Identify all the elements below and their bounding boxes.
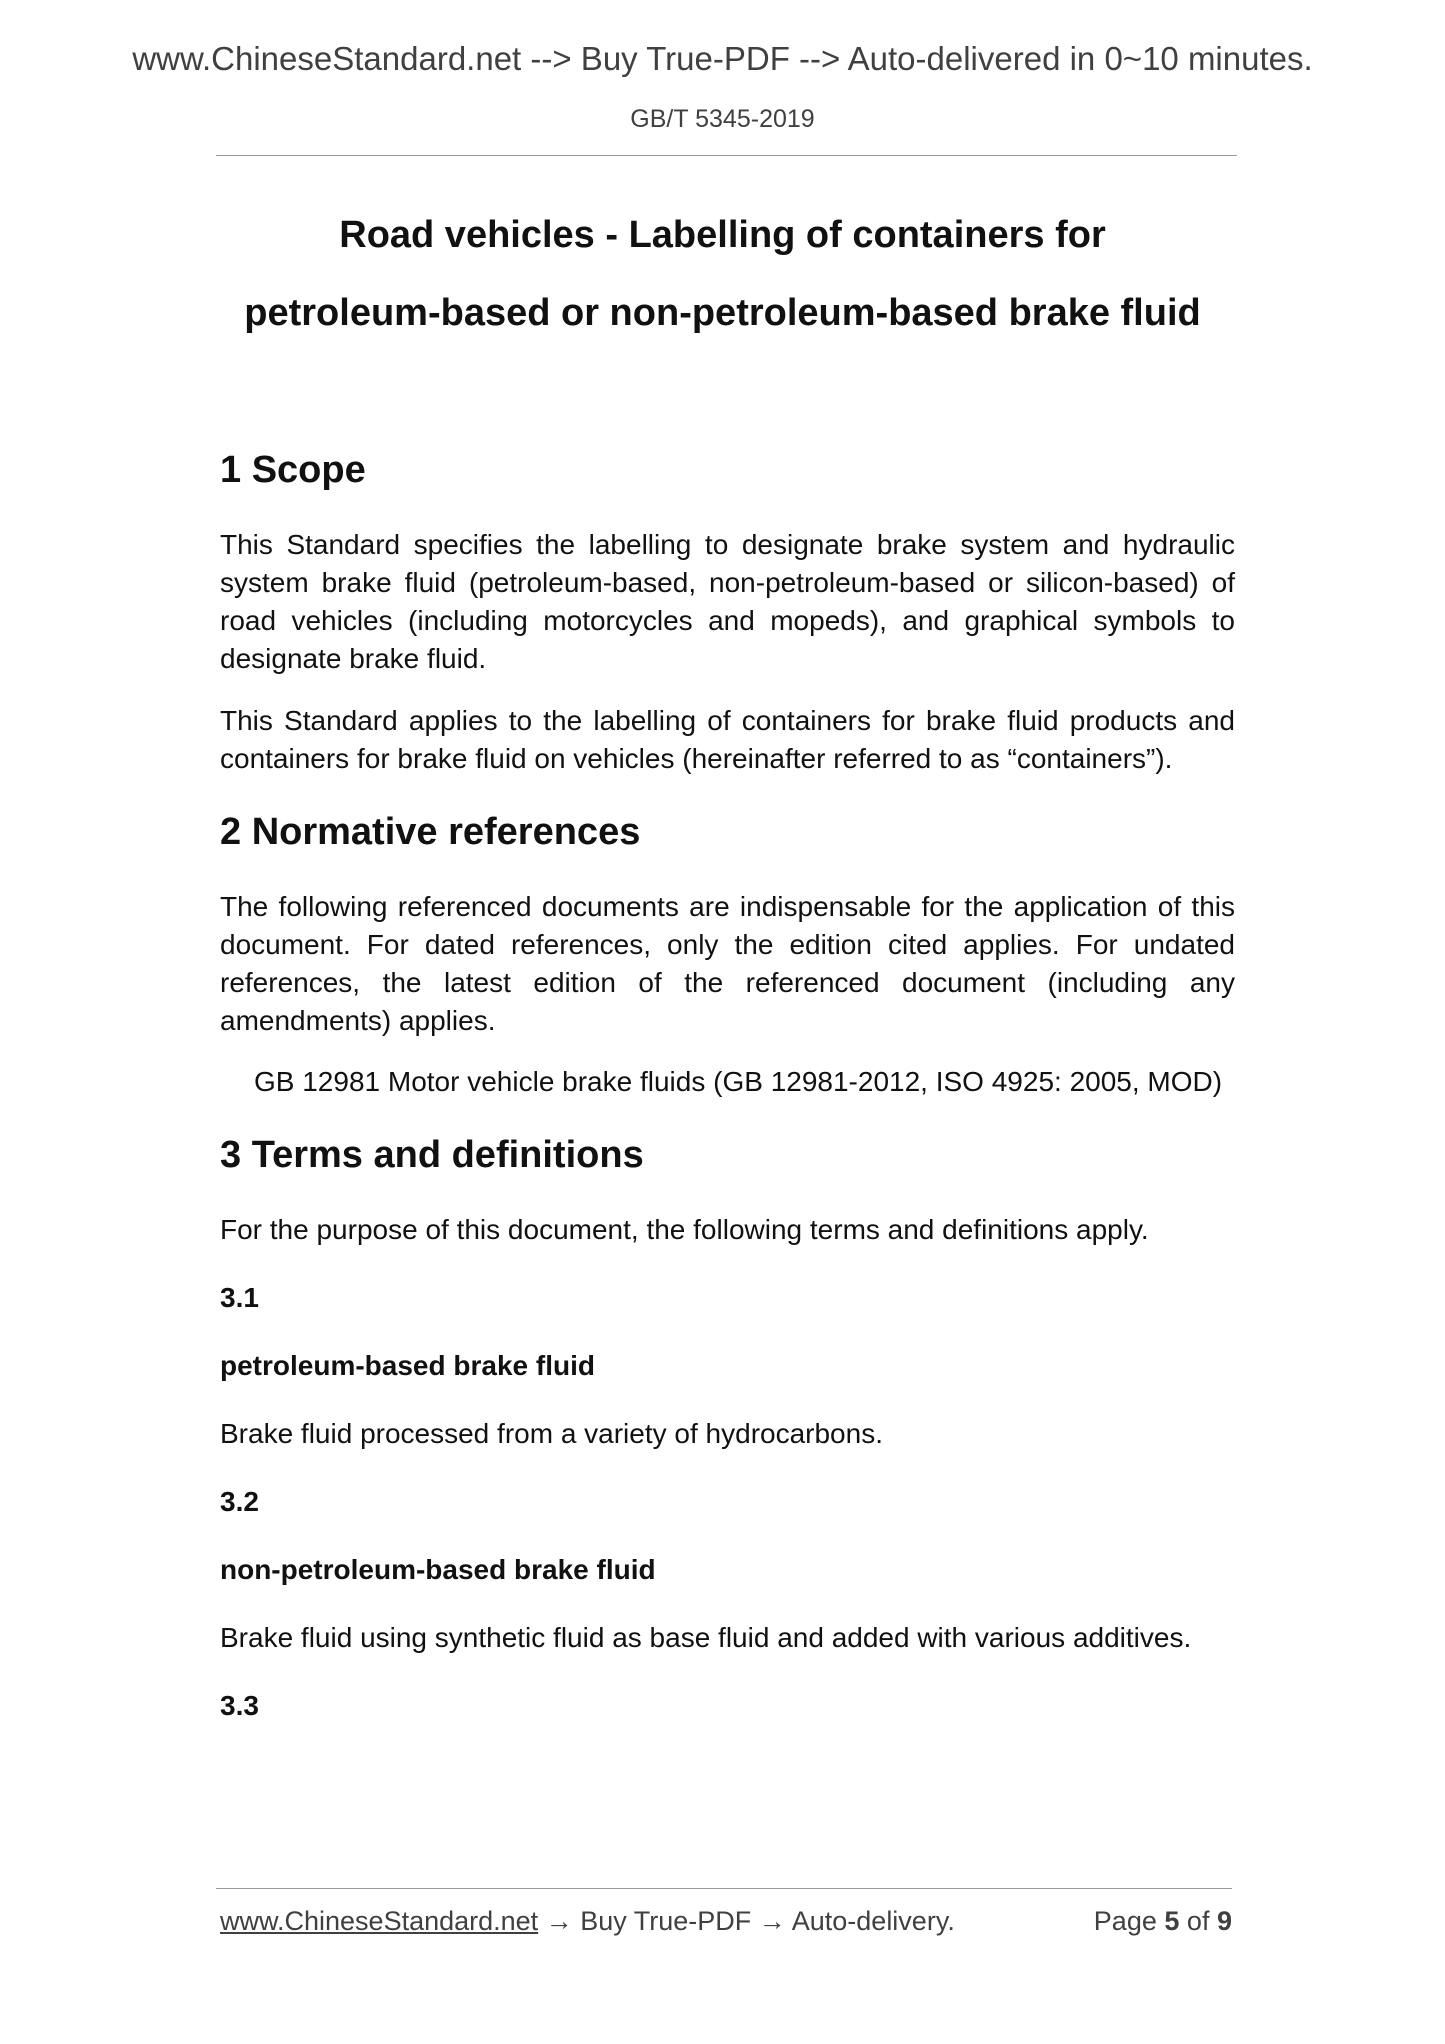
header-rule: [216, 155, 1237, 156]
terms-intro: For the purpose of this document, the following terms and definitions apply.: [220, 1214, 1149, 1245]
main-content: [220, 445, 1235, 1725]
section-2-heading: 2 Normative references: [220, 811, 641, 853]
term-3-2-name: non-petroleum-based brake fluid: [220, 1554, 656, 1585]
normative-reference-item: GB 12981 Motor vehicle brake fluids (GB 12981-2012, ISO 4925: 2005, MOD): [254, 1066, 1223, 1097]
title-line-1: Road vehicles - Labelling of containers for: [339, 214, 1106, 256]
term-3-3-number: 3.3: [220, 1690, 259, 1721]
footer-website-link[interactable]: www.ChineseStandard.net: [220, 1906, 539, 1936]
scope-paragraph-1: This Standard specifies the labelling to designate brake system and hydraulic system brake fluid (petroleum-based, non-petroleum-based or silicon-based) of road vehicles (including motorcycles and mopeds), and graphical symbols to designate brake fluid.: [220, 529, 1235, 674]
document-title: [150, 196, 1295, 352]
term-3-1-number: 3.1: [220, 1282, 259, 1313]
page-indicator: [1094, 1906, 1232, 1937]
term-3-1-name: petroleum-based brake fluid: [220, 1350, 595, 1381]
footer-promo-text: → Buy True-PDF → Auto-delivery.: [538, 1906, 955, 1936]
section-3-heading: 3 Terms and definitions: [220, 1134, 644, 1176]
normative-paragraph: The following referenced documents are indispensable for the application of this document. For dated references, only the edition cited applies. For undated references, the latest edition of the referenced document (including any amendments) applies.: [220, 891, 1235, 1036]
scope-paragraph-2: This Standard applies to the labelling of containers for brake fluid products and containers for brake fluid on vehicles (hereinafter referred to as “containers”).: [220, 705, 1235, 774]
term-3-2-definition: Brake fluid using synthetic fluid as base fluid and added with various additives.: [220, 1622, 1192, 1653]
title-line-2: petroleum-based or non-petroleum-based brake fluid: [244, 292, 1201, 334]
page-total: 9: [1216, 1906, 1232, 1936]
footer-promo: [220, 1906, 955, 1937]
standard-code: GB/T 5345-2019: [630, 105, 815, 133]
page-label: Page: [1093, 1906, 1157, 1936]
top-banner: www.ChineseStandard.net --> Buy True-PDF --> Auto-delivered in 0~10 minutes.: [132, 40, 1313, 77]
page-current: 5: [1164, 1906, 1180, 1936]
term-3-2-number: 3.2: [220, 1486, 259, 1517]
of-label: of: [1186, 1906, 1210, 1936]
term-3-1-definition: Brake fluid processed from a variety of hydrocarbons.: [220, 1418, 883, 1449]
section-1-heading: 1 Scope: [220, 449, 366, 491]
footer-rule: [216, 1888, 1232, 1889]
